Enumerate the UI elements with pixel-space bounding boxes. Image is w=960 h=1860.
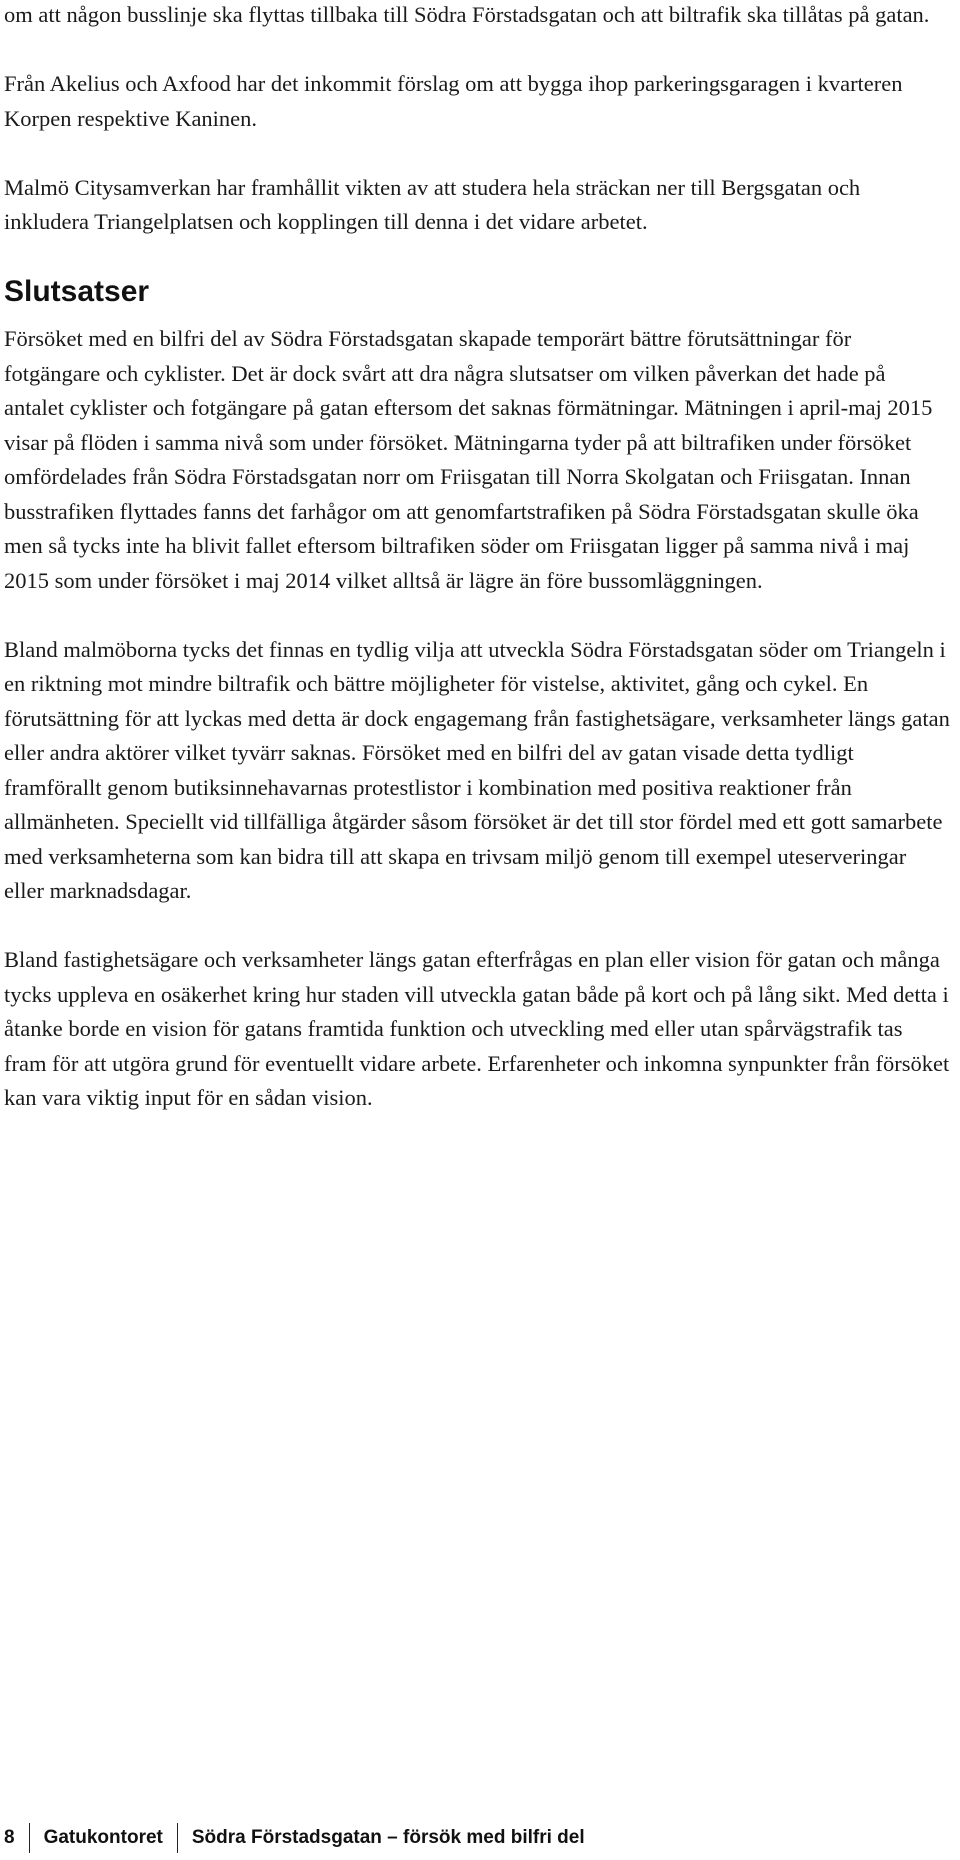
section-heading: Slutsatser	[4, 275, 150, 308]
paragraph-bus-line: om att någon busslinje ska flyttas tillbaka till Södra Förstadsgatan och att biltrafik ska tillåtas på gatan.	[4, 2, 930, 27]
paragraph-conclusions-measurements: Försöket med en bilfri del av Södra Förstadsgatan skapade temporärt bättre förutsättningar för fotgängare och cyklister. Det är dock svårt att dra några slutsatser om vilken påverkan det hade på antalet cyklister och fotgängare på gatan eftersom det saknas förmätningar. Mätningen i april-maj 2015 visar på flöden i samma nivå som under försöket. Mätningarna tyder på att biltrafiken under försöket omfördelades från Södra Förstadsgatan norr om Friisgatan till Norra Skolgatan och Friisgatan. Innan busstrafiken flyttades fanns det farhågor om att genomfartstrafiken på Södra Förstadsgatan skulle öka men så tycks inte ha blivit fallet eftersom biltrafiken söder om Friisgatan ligger på samma nivå i maj 2015 som under försöket i maj 2014 vilket alltså är lägre än före bussomläggningen.	[4, 326, 933, 593]
paragraph-conclusions-vision: Bland fastighetsägare och verksamheter längs gatan efterfrågas en plan eller vision för gatan och många tycks uppleva en osäkerhet kring hur staden vill utveckla gatan både på kort och på lång sikt. Med detta i åtanke borde en vision för gatans framtida funktion och utveckling med eller utan spårvägstrafik tas fram för att utgöra grund för eventuellt vidare arbete. Erfarenheter och inkomna synpunkter från försöket kan vara viktig input för en sådan vision.	[4, 947, 950, 1110]
document-body	[4, 0, 950, 1150]
footer-department: Gatukontoret	[43, 1827, 163, 1848]
footer-report-title: Södra Förstadsgatan – försök med bilfri del	[191, 1827, 585, 1848]
page-number: 8	[4, 1827, 15, 1848]
footer-divider	[177, 1823, 178, 1853]
paragraph-city-collaboration: Malmö Citysamverkan har framhållit vikten av att studera hela sträckan ner till Bergsgatan och inkludera Triangelplatsen och kopplingen till denna i det vidare arbetet.	[4, 174, 861, 234]
footer-divider	[29, 1823, 30, 1853]
paragraph-parking-garages: Från Akelius och Axfood har det inkommit förslag om att bygga ihop parkeringsgaragen i kvarteren Korpen respektive Kaninen.	[4, 71, 903, 131]
page-footer	[4, 1822, 950, 1854]
paragraph-conclusions-residents: Bland malmöborna tycks det finnas en tydlig vilja att utveckla Södra Förstadsgatan söder om Triangeln i en riktning mot mindre biltrafik och bättre möjligheter för vistelse, aktivitet, gång och cykel. En förutsättning för att lyckas med detta är dock engagemang från fastighetsägare, verksamheter längs gatan eller andra aktörer vilket tyvärr saknas. Försöket med en bilfri del av gatan visade detta tydligt framförallt genom butiksinnehavarnas protestlistor i kombination med positiva reaktioner från allmänheten. Speciellt vid tillfälliga åtgärder såsom försöket är det till stor fördel med ett gott samarbete med verksamheterna som kan bidra till att skapa en trivsam miljö genom till exempel uteserveringar eller marknadsdagar.	[4, 636, 950, 903]
